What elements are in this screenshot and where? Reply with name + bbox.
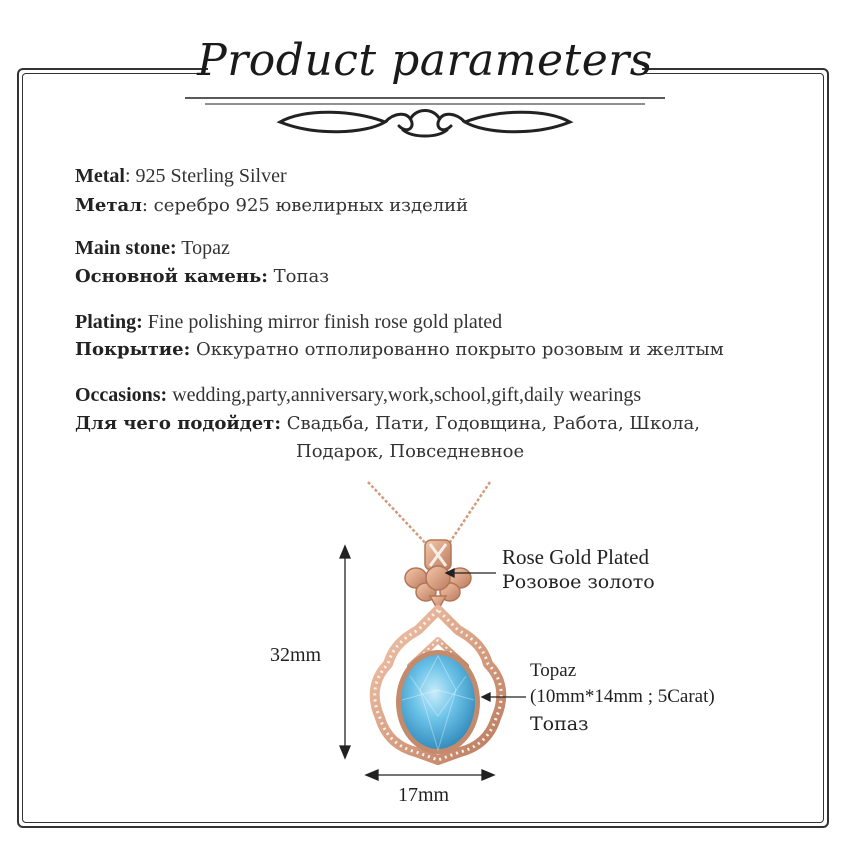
occasions-ru-value-1: Свадьба, Пати, Годовщина, Работа, Школа,	[280, 413, 700, 434]
occasions-ru-value-2: Подарок, Повседневное	[296, 441, 525, 462]
page-title: Product parameters	[197, 35, 653, 86]
metal-en-value: : 925 Sterling Silver	[124, 165, 287, 187]
plated-label-en: Rose Gold Plated	[502, 545, 649, 569]
stone-en-label: Main stone:	[75, 237, 177, 259]
width-label: 17mm	[398, 784, 450, 806]
height-label: 32mm	[270, 644, 322, 666]
topaz-label-ru: Топаз	[530, 713, 589, 735]
height-dimension-arrow-icon	[340, 546, 350, 758]
plating-en-value: Fine polishing mirror finish rose gold plated	[142, 311, 503, 333]
metal-ru-label: Метал	[75, 195, 142, 216]
occasions-en-value: wedding,party,anniversary,work,school,gift,daily wearings	[167, 384, 642, 406]
topaz-label-en: Topaz	[530, 660, 577, 681]
metal-en-label: Metal	[75, 165, 125, 187]
width-dimension-arrow-icon	[366, 770, 494, 780]
plating-ru-value: Оккуратно отполированно покрыто розовым и желтым	[190, 339, 724, 360]
stone-en-value: Topaz	[176, 237, 230, 259]
occasions-ru-label: Для чего подойдет:	[75, 413, 281, 434]
chain-icon	[368, 482, 490, 548]
topaz-size-label: (10mm*14mm ; 5Carat)	[530, 686, 715, 707]
topaz-stone-icon	[396, 650, 480, 754]
plating-ru-label: Покрытие:	[75, 339, 191, 360]
plated-label-ru: Розовое золото	[502, 571, 655, 593]
occasions-en-label: Occasions:	[75, 384, 168, 406]
metal-ru-value: : серебро 925 ювелирных изделий	[141, 195, 469, 216]
plating-en-label: Plating:	[75, 311, 143, 333]
stone-ru-value: Топаз	[267, 266, 330, 287]
stone-ru-label: Основной камень:	[75, 266, 268, 287]
